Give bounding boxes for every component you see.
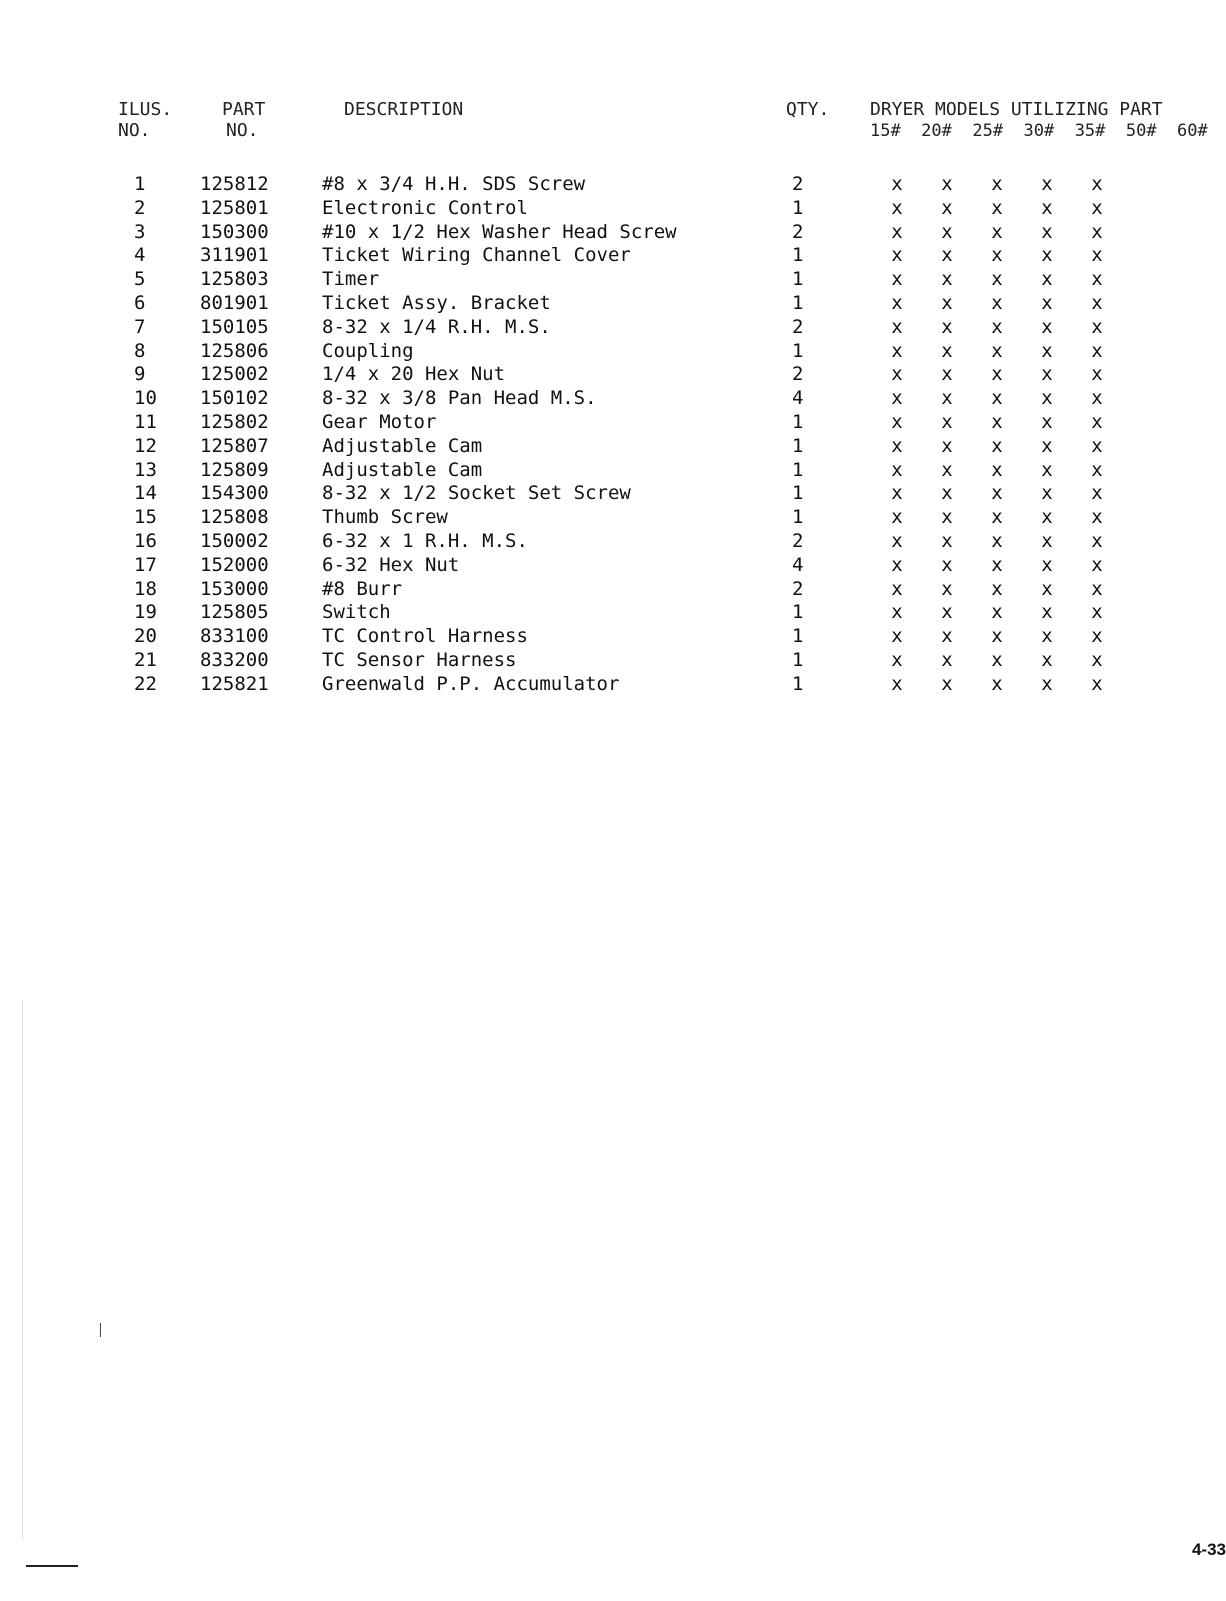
model-mark-cell: x — [891, 506, 903, 529]
model-mark-cell: x — [1041, 291, 1053, 314]
model-mark-cell: x — [891, 363, 903, 386]
model-mark-cell: x — [1091, 173, 1103, 195]
model-mark-cell: x — [891, 529, 903, 552]
model-mark-cell: x — [941, 625, 953, 648]
model-mark-cell: x — [1091, 601, 1103, 624]
model-mark-cell: x — [1091, 553, 1103, 576]
parts-table-body — [108, 173, 1122, 697]
description-cell: Coupling — [322, 339, 414, 362]
illus-number-cell: 2 — [134, 196, 146, 219]
scan-margin-line — [22, 1000, 23, 1540]
table-row — [108, 578, 1122, 602]
header-qty-label: QTY. — [786, 99, 830, 120]
model-mark-cell: x — [941, 672, 953, 695]
table-row — [108, 625, 1122, 649]
illus-number-cell: 6 — [134, 291, 146, 314]
model-mark-cell: x — [1091, 363, 1103, 386]
description-cell: TC Control Harness — [322, 625, 528, 648]
table-row — [108, 340, 1122, 364]
model-mark-cell: x — [1041, 553, 1053, 576]
model-mark-cell: x — [941, 291, 953, 314]
quantity-cell: 2 — [792, 529, 804, 552]
table-row — [108, 387, 1122, 411]
model-mark-cell: x — [1091, 244, 1103, 267]
model-mark-cell: x — [991, 506, 1003, 529]
model-mark-cell: x — [891, 268, 903, 291]
model-mark-cell: x — [991, 196, 1003, 219]
model-mark-cell: x — [1041, 601, 1053, 624]
table-row — [108, 601, 1122, 625]
model-mark-cell: x — [1041, 315, 1053, 338]
table-row — [108, 435, 1122, 459]
part-number-cell: 125812 — [200, 173, 269, 195]
model-mark-cell: x — [891, 458, 903, 481]
model-mark-cell: x — [1091, 410, 1103, 433]
quantity-cell: 4 — [792, 387, 804, 410]
table-row — [108, 197, 1122, 221]
header-description-label: DESCRIPTION — [344, 99, 464, 120]
header-illus-label: ILUS. — [118, 99, 173, 120]
illus-number-cell: 16 — [134, 529, 157, 552]
illus-number-cell: 5 — [134, 268, 146, 291]
part-number-cell: 801901 — [200, 291, 269, 314]
model-mark-cell: x — [1041, 506, 1053, 529]
description-cell: Adjustable Cam — [322, 434, 483, 457]
header-dryer-models-label: DRYER MODELS UTILIZING PART — [870, 99, 1163, 120]
quantity-cell: 1 — [792, 648, 804, 671]
model-mark-cell: x — [1041, 529, 1053, 552]
model-mark-cell: x — [1041, 648, 1053, 671]
part-number-cell: 152000 — [200, 553, 269, 576]
model-mark-cell: x — [991, 648, 1003, 671]
description-cell: Timer — [322, 268, 380, 291]
illus-number-cell: 1 — [134, 173, 146, 195]
quantity-cell: 2 — [792, 577, 804, 600]
table-row — [108, 268, 1122, 292]
table-row — [108, 482, 1122, 506]
table-row — [108, 649, 1122, 673]
model-mark-cell: x — [991, 529, 1003, 552]
model-mark-cell: x — [991, 315, 1003, 338]
quantity-cell: 1 — [792, 482, 804, 505]
model-mark-cell: x — [991, 672, 1003, 695]
model-mark-cell: x — [1091, 220, 1103, 243]
model-mark-cell: x — [1041, 196, 1053, 219]
model-mark-cell: x — [891, 482, 903, 505]
model-mark-cell: x — [891, 410, 903, 433]
model-mark-cell: x — [991, 339, 1003, 362]
description-cell: 6-32 x 1 R.H. M.S. — [322, 529, 528, 552]
table-row — [108, 316, 1122, 340]
illus-number-cell: 7 — [134, 315, 146, 338]
table-row — [108, 673, 1122, 697]
table-row — [108, 244, 1122, 268]
model-mark-cell: x — [991, 625, 1003, 648]
model-mark-cell: x — [1091, 196, 1103, 219]
quantity-cell: 2 — [792, 363, 804, 386]
description-cell: 6-32 Hex Nut — [322, 553, 460, 576]
illus-number-cell: 17 — [134, 553, 157, 576]
quantity-cell: 1 — [792, 458, 804, 481]
part-number-cell: 125805 — [200, 601, 269, 624]
description-cell: Electronic Control — [322, 196, 528, 219]
description-cell: Ticket Wiring Channel Cover — [322, 244, 631, 267]
model-mark-cell: x — [991, 244, 1003, 267]
part-number-cell: 150002 — [200, 529, 269, 552]
model-mark-cell: x — [991, 268, 1003, 291]
model-mark-cell: x — [1091, 387, 1103, 410]
part-number-cell: 154300 — [200, 482, 269, 505]
model-mark-cell: x — [891, 434, 903, 457]
quantity-cell: 2 — [792, 220, 804, 243]
model-mark-cell: x — [1091, 434, 1103, 457]
part-number-cell: 125002 — [200, 363, 269, 386]
illus-number-cell: 9 — [134, 363, 146, 386]
quantity-cell: 1 — [792, 268, 804, 291]
model-mark-cell: x — [941, 506, 953, 529]
model-mark-cell: x — [891, 648, 903, 671]
description-cell: 8-32 x 3/8 Pan Head M.S. — [322, 387, 597, 410]
illus-number-cell: 8 — [134, 339, 146, 362]
part-number-cell: 125801 — [200, 196, 269, 219]
model-mark-cell: x — [891, 173, 903, 195]
model-mark-cell: x — [941, 648, 953, 671]
model-mark-cell: x — [891, 553, 903, 576]
part-number-cell: 125809 — [200, 458, 269, 481]
description-cell: #8 x 3/4 H.H. SDS Screw — [322, 173, 586, 195]
quantity-cell: 4 — [792, 553, 804, 576]
quantity-cell: 1 — [792, 196, 804, 219]
illus-number-cell: 10 — [134, 387, 157, 410]
model-mark-cell: x — [1091, 529, 1103, 552]
model-mark-cell: x — [941, 339, 953, 362]
model-mark-cell: x — [1041, 410, 1053, 433]
model-mark-cell: x — [1091, 315, 1103, 338]
model-mark-cell: x — [941, 387, 953, 410]
model-mark-cell: x — [1041, 482, 1053, 505]
model-mark-cell: x — [1091, 577, 1103, 600]
model-mark-cell: x — [1091, 672, 1103, 695]
model-mark-cell: x — [991, 387, 1003, 410]
model-mark-cell: x — [891, 220, 903, 243]
description-cell: Switch — [322, 601, 391, 624]
model-mark-cell: x — [1041, 363, 1053, 386]
quantity-cell: 1 — [792, 339, 804, 362]
model-mark-cell: x — [941, 268, 953, 291]
illus-number-cell: 22 — [134, 672, 157, 695]
quantity-cell: 1 — [792, 506, 804, 529]
description-cell: #10 x 1/2 Hex Washer Head Screw — [322, 220, 677, 243]
description-cell: Ticket Assy. Bracket — [322, 291, 551, 314]
model-mark-cell: x — [941, 173, 953, 195]
model-mark-cell: x — [1041, 434, 1053, 457]
quantity-cell: 1 — [792, 434, 804, 457]
table-row — [108, 292, 1122, 316]
model-mark-cell: x — [1041, 244, 1053, 267]
table-row — [108, 221, 1122, 245]
model-mark-cell: x — [941, 434, 953, 457]
model-mark-cell: x — [941, 553, 953, 576]
model-mark-cell: x — [1041, 387, 1053, 410]
description-cell: 8-32 x 1/2 Socket Set Screw — [322, 482, 631, 505]
part-number-cell: 150300 — [200, 220, 269, 243]
model-mark-cell: x — [991, 482, 1003, 505]
description-cell: Greenwald P.P. Accumulator — [322, 672, 620, 695]
model-mark-cell: x — [991, 173, 1003, 195]
model-mark-cell: x — [1041, 458, 1053, 481]
model-mark-cell: x — [991, 458, 1003, 481]
model-mark-cell: x — [1041, 577, 1053, 600]
illus-number-cell: 20 — [134, 625, 157, 648]
model-mark-cell: x — [1041, 220, 1053, 243]
model-mark-cell: x — [1091, 458, 1103, 481]
model-mark-cell: x — [1041, 625, 1053, 648]
illus-number-cell: 18 — [134, 577, 157, 600]
model-mark-cell: x — [891, 577, 903, 600]
model-mark-cell: x — [891, 672, 903, 695]
model-mark-cell: x — [941, 244, 953, 267]
illus-number-cell: 13 — [134, 458, 157, 481]
description-cell: Thumb Screw — [322, 506, 448, 529]
model-mark-cell: x — [941, 482, 953, 505]
model-mark-cell: x — [941, 315, 953, 338]
quantity-cell: 2 — [792, 173, 804, 195]
quantity-cell: 1 — [792, 601, 804, 624]
model-mark-cell: x — [1091, 648, 1103, 671]
table-row — [108, 530, 1122, 554]
header-model-sizes: 15# 20# 25# 30# 35# 50# 60# — [870, 121, 1208, 141]
table-row — [108, 411, 1122, 435]
table-row — [108, 363, 1122, 387]
model-mark-cell: x — [891, 244, 903, 267]
model-mark-cell: x — [1091, 506, 1103, 529]
scan-mark — [100, 1323, 101, 1337]
header-illus-no-label: NO. — [118, 120, 151, 141]
model-mark-cell: x — [891, 601, 903, 624]
illus-number-cell: 11 — [134, 410, 157, 433]
model-mark-cell: x — [941, 410, 953, 433]
description-cell: 1/4 x 20 Hex Nut — [322, 363, 506, 386]
description-cell: #8 Burr — [322, 577, 403, 600]
page-corner-mark — [26, 1565, 78, 1567]
header-part-label: PART — [222, 99, 266, 120]
illus-number-cell: 3 — [134, 220, 146, 243]
model-mark-cell: x — [991, 410, 1003, 433]
illus-number-cell: 14 — [134, 482, 157, 505]
model-mark-cell: x — [891, 315, 903, 338]
model-mark-cell: x — [991, 434, 1003, 457]
quantity-cell: 1 — [792, 291, 804, 314]
model-mark-cell: x — [941, 220, 953, 243]
description-cell: 8-32 x 1/4 R.H. M.S. — [322, 315, 551, 338]
header-part-no-label: NO. — [226, 120, 259, 141]
quantity-cell: 2 — [792, 315, 804, 338]
model-mark-cell: x — [891, 339, 903, 362]
part-number-cell: 125802 — [200, 410, 269, 433]
model-mark-cell: x — [891, 291, 903, 314]
part-number-cell: 125807 — [200, 434, 269, 457]
model-mark-cell: x — [891, 196, 903, 219]
model-mark-cell: x — [1041, 339, 1053, 362]
model-mark-cell: x — [1091, 268, 1103, 291]
model-mark-cell: x — [1091, 291, 1103, 314]
page-number: 4-33 — [1191, 1540, 1226, 1559]
illus-number-cell: 21 — [134, 648, 157, 671]
part-number-cell: 125821 — [200, 672, 269, 695]
model-mark-cell: x — [991, 363, 1003, 386]
illus-number-cell: 15 — [134, 506, 157, 529]
part-number-cell: 125803 — [200, 268, 269, 291]
model-mark-cell: x — [1091, 625, 1103, 648]
part-number-cell: 833200 — [200, 648, 269, 671]
model-mark-cell: x — [941, 196, 953, 219]
model-mark-cell: x — [891, 625, 903, 648]
model-mark-cell: x — [991, 291, 1003, 314]
table-row — [108, 173, 1122, 197]
part-number-cell: 125806 — [200, 339, 269, 362]
model-mark-cell: x — [1091, 339, 1103, 362]
part-number-cell: 125808 — [200, 506, 269, 529]
model-mark-cell: x — [891, 387, 903, 410]
part-number-cell: 153000 — [200, 577, 269, 600]
parts-table — [108, 173, 1122, 697]
quantity-cell: 1 — [792, 410, 804, 433]
description-cell: TC Sensor Harness — [322, 648, 517, 671]
model-mark-cell: x — [941, 363, 953, 386]
model-mark-cell: x — [941, 529, 953, 552]
illus-number-cell: 19 — [134, 601, 157, 624]
model-mark-cell: x — [991, 577, 1003, 600]
illus-number-cell: 4 — [134, 244, 146, 267]
model-mark-cell: x — [1041, 173, 1053, 195]
description-cell: Adjustable Cam — [322, 458, 483, 481]
illus-number-cell: 12 — [134, 434, 157, 457]
table-row — [108, 554, 1122, 578]
part-number-cell: 150105 — [200, 315, 269, 338]
part-number-cell: 833100 — [200, 625, 269, 648]
quantity-cell: 1 — [792, 672, 804, 695]
description-cell: Gear Motor — [322, 410, 437, 433]
table-row — [108, 459, 1122, 483]
model-mark-cell: x — [941, 601, 953, 624]
quantity-cell: 1 — [792, 244, 804, 267]
model-mark-cell: x — [991, 220, 1003, 243]
quantity-cell: 1 — [792, 625, 804, 648]
model-mark-cell: x — [1041, 672, 1053, 695]
model-mark-cell: x — [991, 601, 1003, 624]
part-number-cell: 311901 — [200, 244, 269, 267]
table-row — [108, 506, 1122, 530]
model-mark-cell: x — [1041, 268, 1053, 291]
model-mark-cell: x — [1091, 482, 1103, 505]
model-mark-cell: x — [941, 458, 953, 481]
model-mark-cell: x — [941, 577, 953, 600]
model-mark-cell: x — [991, 553, 1003, 576]
part-number-cell: 150102 — [200, 387, 269, 410]
